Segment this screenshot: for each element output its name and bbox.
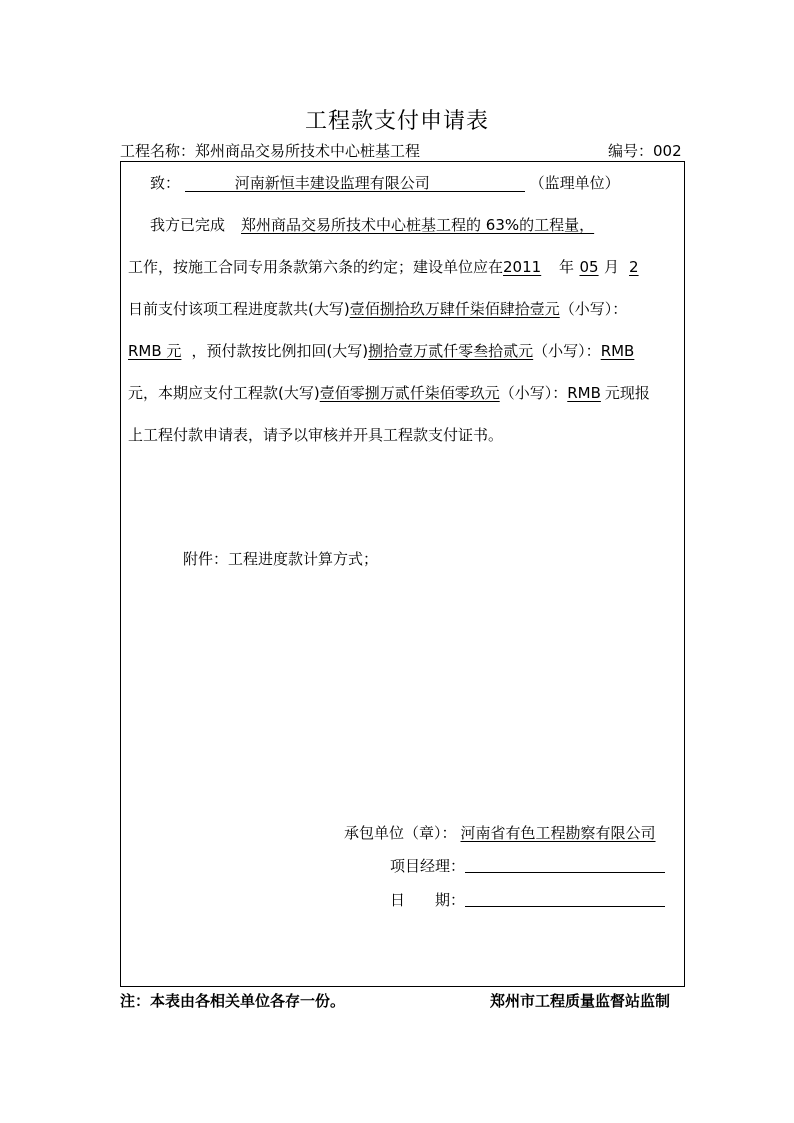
body-line-3 (128, 298, 627, 319)
contract-clause-text: 工作，按施工合同专用条款第六条的约定；建设单位应在 (128, 258, 504, 276)
month-unit: 月 (604, 258, 620, 276)
date-row (390, 889, 665, 910)
contractor-name: 河南省有色工程勘察有限公司 (460, 824, 656, 842)
current-payment-upper: 壹佰零捌万贰仟柒佰零玖元 (319, 384, 500, 402)
contractor-label: 承包单位（章）： (344, 824, 457, 842)
project-name-row (120, 140, 420, 161)
form-number-label: 编号： (608, 142, 654, 160)
completed-work: 郑州商品交易所技术中心桩基工程的 63%的工程量， (241, 216, 595, 234)
deduction-amount-rmb: RMB (600, 342, 635, 360)
body-line-1 (150, 214, 594, 235)
body-line-6 (128, 424, 503, 445)
addressee-row (150, 172, 620, 193)
date-label: 日 期： (390, 891, 466, 909)
current-payment-text: 元，本期应支付工程款(大写) (128, 384, 320, 402)
deduction-text: ，预付款按比例扣回(大写) (191, 342, 369, 360)
progress-amount-upper: 壹佰捌拾玖万肆仟柒佰肆拾壹元 (349, 300, 560, 318)
manager-signature-field[interactable] (465, 856, 665, 873)
deduction-amount-upper: 捌拾壹万贰仟零叁拾贰元 (368, 342, 534, 360)
lower-case-label-1: （小写）： (559, 300, 628, 318)
body-line-2 (128, 256, 639, 277)
footer-note: 注：本表由各相关单位各存一份。 (120, 992, 346, 1010)
addressee-suffix: （监理单位） (529, 174, 620, 192)
manager-label: 项目经理： (390, 857, 466, 875)
attachment: 附件：工程进度款计算方式； (183, 550, 379, 568)
year-unit: 年 (559, 258, 575, 276)
addressee-name: 河南新恒丰建设监理有限公司 (185, 175, 525, 192)
project-name-label: 工程名称： (120, 142, 196, 160)
pay-year: 2011 (503, 258, 542, 276)
body-line-5 (128, 382, 650, 403)
lower-case-label-3: （小写）： (499, 384, 568, 402)
pay-day: 2 (629, 258, 639, 276)
pay-month: 05 (579, 258, 599, 276)
manager-row (390, 855, 665, 876)
current-payment-rmb: RMB (567, 384, 601, 402)
report-text: 元现报 (604, 384, 650, 402)
addressee-label: 致： (150, 174, 181, 192)
page-title: 工程款支付申请表 (304, 109, 489, 134)
body-line-4 (128, 340, 634, 361)
footer-issuer: 郑州市工程质量监督站监制 (490, 992, 671, 1010)
contractor-row (344, 822, 656, 843)
completed-prefix: 我方已完成 (150, 216, 226, 234)
form-number (608, 140, 682, 161)
progress-payment-text: 日前支付该项工程进度款共(大写) (128, 300, 350, 318)
project-name-value: 郑州商品交易所技术中心桩基工程 (195, 142, 421, 160)
date-field[interactable] (465, 890, 665, 907)
lower-case-label-2: （小写）： (533, 342, 601, 360)
request-text: 上工程付款申请表，请予以审核并开具工程款支付证书。 (128, 426, 504, 444)
form-number-value: 002 (653, 142, 682, 160)
progress-amount-rmb: RMB 元 (128, 342, 182, 360)
